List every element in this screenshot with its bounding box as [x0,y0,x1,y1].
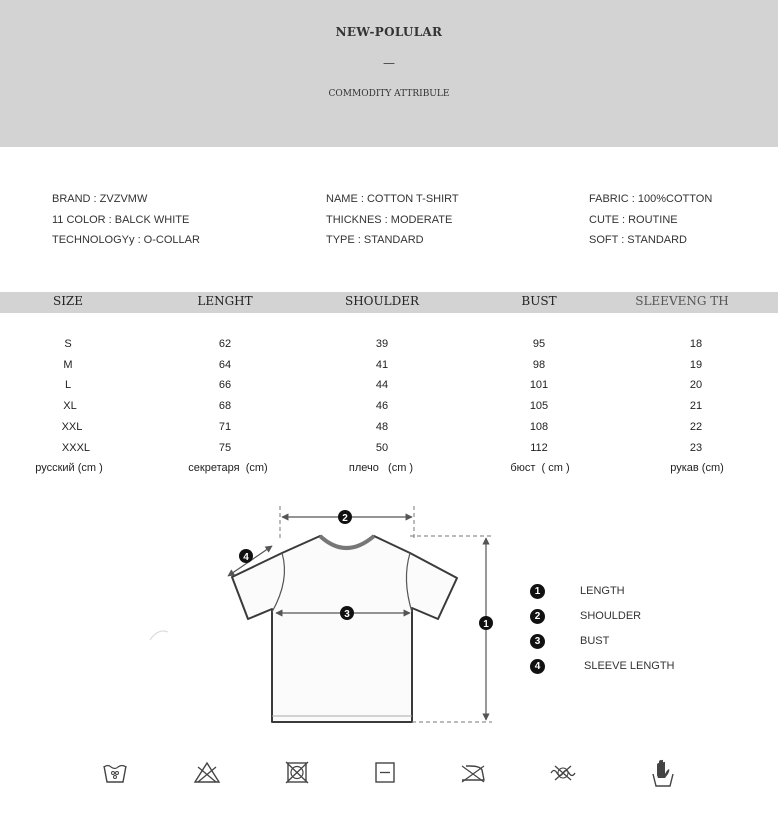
unit-size: русский (cm ) [35,462,103,474]
cell-length: 62 [218,338,232,350]
cell-shoulder: 44 [375,379,389,391]
cell-sleeve: 23 [689,442,703,454]
tshirt-outline [232,536,457,722]
table-units-row [0,462,778,482]
legend-item-shoulder [530,609,730,627]
attribute-type: TYPE : STANDARD [326,234,424,246]
marker-3-label: 3 [344,609,350,620]
cell-shoulder: 39 [375,338,389,350]
marker-1 [479,616,493,630]
commodity-attributes [0,192,778,252]
attribute-soft: SOFT : STANDARD [589,234,687,246]
legend-item-length [530,584,730,602]
cell-bust: 98 [532,359,546,371]
cell-sleeve: 22 [689,421,703,433]
cell-size: XL [63,400,77,412]
iron-icon [458,758,488,788]
cell-sleeve: 18 [689,338,703,350]
unit-bust: бюст ( cm ) [510,462,570,474]
cell-size: S [64,338,72,350]
attribute-column-1 [52,192,200,254]
no-bleach-icon [192,758,222,788]
cell-length: 75 [218,442,232,454]
cell-size: L [64,379,72,391]
banner-dash: — [383,56,395,70]
legend-label: LENGTH [580,585,625,597]
legend-number: 1 [530,584,545,599]
attribute-technology: TECHNOLOGYy : O-COLLAR [52,234,200,246]
no-dry-clean-icon [548,758,578,788]
cell-sleeve: 19 [689,359,703,371]
cell-bust: 105 [529,400,549,412]
cell-length: 71 [218,421,232,433]
no-tumble-dry-icon [282,758,312,788]
cell-sleeve: 21 [689,400,703,412]
attribute-thickness: THICKNES : MODERATE [326,213,453,226]
header-sleeve: SLEEVENG TH [635,294,729,308]
shadow-mark [150,631,168,640]
cell-length: 66 [218,379,232,391]
banner-subtitle: COMMODITY ATTRIBULE [328,89,450,99]
table-row [0,379,778,399]
attribute-brand: BRAND : ZVZVMW [52,193,148,205]
header-size: SIZE [52,294,84,308]
legend-number: 4 [530,659,545,674]
cell-bust: 112 [530,442,548,454]
attribute-column-3 [589,192,712,254]
legend-number: 2 [530,609,545,624]
table-row [0,400,778,420]
cell-length: 68 [218,400,232,412]
table-row [0,442,778,462]
cell-size: XXXL [61,442,91,454]
header-shoulder: SHOULDER [344,294,420,308]
attribute-cute: CUTE : ROUTINE [589,213,678,226]
marker-1-label: 1 [483,619,489,630]
cell-shoulder: 46 [375,400,389,412]
attribute-name: NAME : COTTON T-SHIRT [326,193,459,205]
cell-length: 64 [218,359,232,371]
cell-size: M [63,359,73,371]
header-length: LENGHT [197,294,253,308]
legend-label: SLEEVE LENGTH [584,660,675,672]
cell-bust: 101 [529,379,549,391]
marker-3 [340,606,354,620]
attribute-fabric: FABRIC : 100%COTTON [589,193,713,205]
marker-4-label: 4 [243,552,249,563]
cell-size: XXL [61,421,83,433]
cell-bust: 108 [529,421,549,433]
legend-item-sleeve-length [530,659,730,677]
cell-shoulder: 41 [375,359,389,371]
cell-shoulder: 50 [375,442,389,454]
size-table-header [0,292,778,313]
hand-wash-only-icon [648,758,678,788]
cell-shoulder: 48 [375,421,389,433]
table-row [0,359,778,379]
legend-number: 3 [530,634,545,649]
top-banner [0,0,778,147]
unit-length: секретаря (cm) [188,462,268,474]
hand-wash-30-icon [100,758,130,788]
marker-2 [338,510,352,524]
attribute-column-2 [326,192,459,254]
banner-title: NEW-POLULAR [335,25,443,39]
attribute-color: 11 COLOR : BALCK WHITE [52,213,190,226]
cell-bust: 95 [532,338,546,350]
marker-4 [239,549,253,563]
legend-label: SHOULDER [580,610,642,622]
table-row [0,421,778,441]
unit-sleeve: рукав (cm) [670,462,724,474]
cell-sleeve: 20 [689,379,703,391]
table-row [0,338,778,358]
line-dry-icon [370,758,400,788]
header-bust: BUST [521,294,557,308]
legend-item-bust [530,634,730,652]
legend-label: BUST [580,635,610,647]
unit-shoulder: плечо (cm ) [348,462,414,474]
care-icons-row [0,758,778,790]
marker-2-label: 2 [342,513,348,524]
